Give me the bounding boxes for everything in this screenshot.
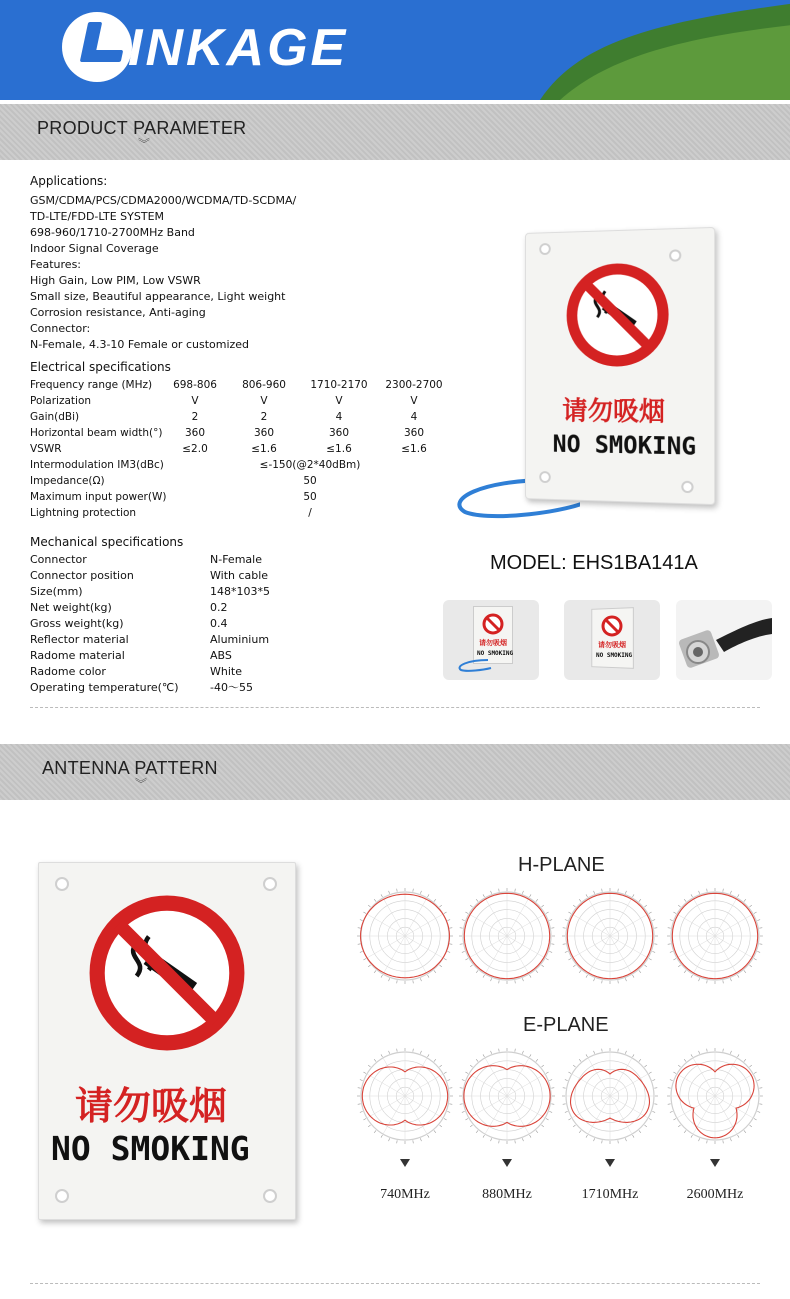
spec-value: 360 (184, 427, 206, 439)
product-image-sign (525, 227, 715, 505)
spec-label: Reflector material (30, 633, 129, 646)
spec-value: V (260, 395, 268, 407)
triangle-down-icon (400, 1159, 410, 1167)
applications-line: GSM/CDMA/PCS/CDMA2000/WCDMA/TD-SCDMA/ (30, 194, 297, 207)
header-banner (0, 0, 790, 100)
spec-value: ≤2.0 (182, 443, 208, 455)
spec-value: 4 (410, 411, 418, 423)
spec-value: ABS (210, 649, 232, 662)
spec-value: / (308, 507, 312, 519)
thumbnail-front[interactable]: 请勿吸烟 NO SMOKING (443, 600, 539, 680)
spec-value: 148*103*5 (210, 585, 270, 598)
applications-line: Small size, Beautiful appearance, Light weight (30, 290, 286, 303)
applications-line: Features: (30, 258, 82, 271)
spec-value: ≤1.6 (251, 443, 277, 455)
spec-value: ≤1.6 (326, 443, 352, 455)
sign-chinese-text: 请勿吸烟 (562, 396, 666, 428)
applications-line: N-Female, 4.3-10 Female or customized (30, 338, 250, 351)
e-plane-pattern-740MHz (355, 1046, 455, 1146)
spec-value: 806-960 (242, 379, 286, 391)
spec-value: 0.2 (210, 601, 228, 614)
no-smoking-icon (600, 614, 624, 638)
product-parameter-title: PRODUCT PARAMETER (37, 118, 247, 138)
frequency-label: 1710MHz (581, 1187, 639, 1202)
spec-value: V (191, 395, 199, 407)
spec-label: Size(mm) (30, 585, 83, 598)
e-plane-pattern-880MHz (457, 1046, 557, 1146)
spec-value: ≤1.6 (401, 443, 427, 455)
spec-value: V (335, 395, 343, 407)
spec-label: VSWR (30, 443, 62, 455)
double-chevron-down-icon: ︾ (135, 777, 148, 791)
applications-line: High Gain, Low PIM, Low VSWR (30, 274, 201, 287)
model-number: MODEL: EHS1BA141A (490, 552, 698, 574)
e-plane-title: E-PLANE (523, 1014, 609, 1036)
spec-label: Radome color (30, 665, 106, 678)
h-plane-pattern-2600MHz (665, 886, 765, 986)
spec-value: White (210, 665, 242, 678)
spec-label: Horizontal beam width(°) (30, 427, 163, 439)
applications-heading: Applications: (30, 174, 108, 188)
applications-line: Indoor Signal Coverage (30, 242, 159, 255)
no-smoking-icon (85, 891, 249, 1055)
triangle-down-icon (605, 1159, 615, 1167)
triangle-down-icon (710, 1159, 720, 1167)
triangle-down-icon (502, 1159, 512, 1167)
no-smoking-icon (481, 612, 505, 636)
thumbnail-connector[interactable] (676, 600, 772, 680)
electrical-heading: Electrical specifications (30, 360, 171, 374)
spec-value: Aluminium (210, 633, 270, 646)
spec-label: Radome material (30, 649, 125, 662)
spec-value: 2 (191, 411, 199, 423)
section-divider (30, 1283, 760, 1284)
spec-value: 360 (328, 427, 350, 439)
spec-value: ≤-150(@2*40dBm) (259, 459, 361, 471)
sign-english-text: NO SMOKING (552, 430, 697, 461)
spec-label: Net weight(kg) (30, 601, 112, 614)
applications-line: TD-LTE/FDD-LTE SYSTEM (30, 210, 165, 223)
no-smoking-icon (564, 260, 671, 369)
spec-value: N-Female (210, 553, 262, 566)
spec-label: Connector position (30, 569, 134, 582)
spec-label: Gross weight(kg) (30, 617, 124, 630)
applications-line: Corrosion resistance, Anti-aging (30, 306, 206, 319)
spec-value: With cable (210, 569, 269, 582)
sign-chinese-text: 请勿吸烟 (75, 1084, 228, 1128)
frequency-label: 740MHz (380, 1187, 430, 1202)
section-divider (30, 707, 760, 708)
h-plane-title: H-PLANE (518, 854, 605, 876)
product-image-large-sign (38, 862, 296, 1220)
spec-value: 50 (303, 491, 317, 503)
spec-label: Polarization (30, 395, 92, 407)
spec-label: Lightning protection (30, 507, 137, 519)
spec-value: 50 (303, 475, 317, 487)
green-hill-graphic (500, 0, 790, 100)
spec-label: Maximum input power(W) (30, 491, 167, 503)
spec-value: 2300-2700 (385, 379, 443, 391)
spec-value: V (410, 395, 418, 407)
double-chevron-down-icon: ︾ (138, 137, 151, 151)
spec-value: -40～55 (210, 681, 253, 694)
spec-value: 360 (403, 427, 425, 439)
cable-graphic (453, 658, 493, 674)
applications-line: 698-960/1710-2700MHz Band (30, 226, 195, 239)
spec-label: Frequency range (MHz) (30, 379, 153, 391)
spec-value: 698-806 (173, 379, 217, 391)
sign-english-text: NO SMOKING (51, 1129, 250, 1168)
mechanical-heading: Mechanical specifications (30, 535, 184, 549)
n-connector-icon (676, 600, 772, 680)
spec-value: 4 (335, 411, 343, 423)
brand-logo-text: INKAGE (128, 19, 349, 77)
spec-label: Gain(dBi) (30, 411, 80, 423)
applications-line: Connector: (30, 322, 91, 335)
h-plane-pattern-880MHz (457, 886, 557, 986)
spec-label: Intermodulation IM3(dBc) (30, 459, 164, 471)
spec-label: Impedance(Ω) (30, 475, 105, 487)
spec-label: Operating temperature(℃) (30, 681, 179, 694)
logo-icon (62, 12, 132, 82)
spec-value: 2 (260, 411, 268, 423)
frequency-label: 880MHz (482, 1187, 532, 1202)
spec-value: 1710-2170 (310, 379, 368, 391)
thumbnail-angle[interactable]: 请勿吸烟 NO SMOKING (564, 600, 660, 680)
spec-value: 0.4 (210, 617, 228, 630)
e-plane-pattern-2600MHz (665, 1046, 765, 1146)
h-plane-pattern-740MHz (355, 886, 455, 986)
h-plane-pattern-1710MHz (560, 886, 660, 986)
spec-label: Connector (30, 553, 87, 566)
frequency-label: 2600MHz (686, 1187, 744, 1202)
antenna-pattern-title: ANTENNA PATTERN (42, 758, 218, 778)
spec-value: 360 (253, 427, 275, 439)
e-plane-pattern-1710MHz (560, 1046, 660, 1146)
